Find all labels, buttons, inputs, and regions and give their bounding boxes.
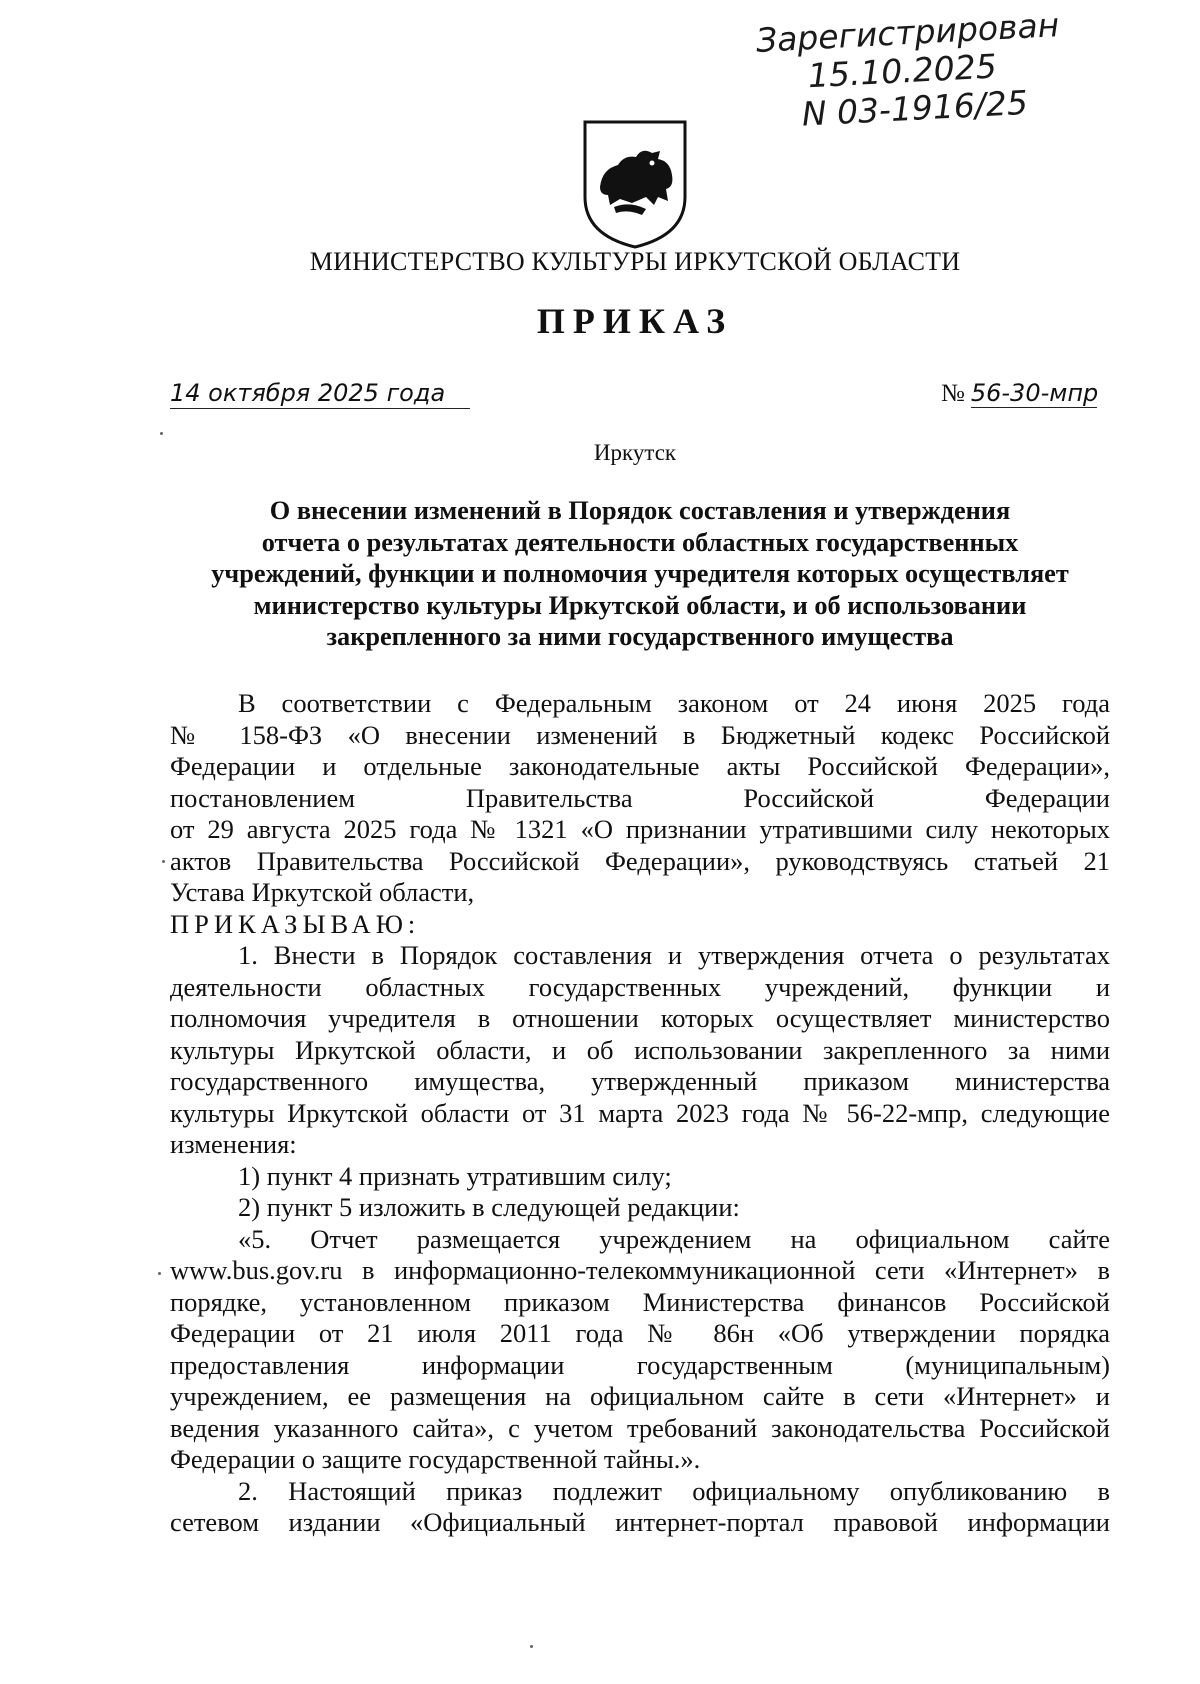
registration-date: 15.10.2025 <box>806 46 998 96</box>
body-line: Федерации от 21 июля 2011 года № 86н «Об утверждении порядка <box>170 1318 1110 1348</box>
heading-line: О внесении изменений в Порядок составления и утверждения <box>269 496 1011 525</box>
order-date: 14 октября 2025 года <box>170 379 470 409</box>
body-line: ведения указанного сайта», с учетом требований законодательства Российской <box>170 1412 1110 1443</box>
order-heading <box>170 495 1110 653</box>
item-2 <box>170 1476 1110 1539</box>
order-number-block <box>941 379 1111 408</box>
body-line: учреждением, ее размещения на официальном сайте в сети «Интернет» и <box>170 1381 1110 1411</box>
body-line: предоставления информации государственным (муниципальным) <box>170 1349 1110 1380</box>
body-line: от 29 августа 2025 года № 1321 «О признании утратившими силу некоторых <box>170 814 1110 844</box>
body-line: культуры Иркутской области от 31 марта 2023 года № 56-22-мпр, следующие <box>170 1097 1110 1128</box>
irkutsk-coat-of-arms-icon <box>580 117 690 252</box>
body-line: полномочия учредителя в отношении которых осуществляет министерство <box>170 1003 1110 1033</box>
body-line: В соответствии с Федеральным законом от 24 июня 2025 года <box>238 688 1110 718</box>
order-body <box>170 688 1110 1539</box>
body-line: Федерации и отдельные законодательные акты Российской Федерации», <box>170 751 1110 781</box>
body-line: деятельности областных государственных учреждений, функции и <box>170 971 1110 1002</box>
body-line: постановлением Правительства Российской Федерации <box>170 782 1110 813</box>
body-line: порядке, установленном приказом Министерства финансов Российской <box>170 1286 1110 1317</box>
scan-speck <box>158 1272 161 1275</box>
number-label: № <box>941 380 965 407</box>
heading-line: учреждений, функции и полномочия учредителя которых осуществляет <box>211 559 1069 588</box>
body-line: «5. Отчет размещается учреждением на официальном сайте <box>238 1223 1110 1254</box>
preamble <box>170 688 1110 909</box>
subitem-2: 2) пункт 5 изложить в следующей редакции: <box>238 1192 740 1222</box>
body-line: www.bus.gov.ru в информационно-телекоммуникационной сети «Интернет» в <box>170 1255 1110 1285</box>
body-line: сетевом издании «Официальный интернет-портал правовой информации <box>170 1507 1110 1537</box>
quoted-clause <box>170 1224 1110 1476</box>
scan-speck <box>530 1645 533 1648</box>
body-line: культуры Иркутской области, и об использовании закрепленного за ними <box>170 1034 1110 1065</box>
registration-number: N 03-1916/25 <box>800 82 1029 134</box>
city: Иркутск <box>593 440 677 465</box>
order-word: ПРИКАЗЫВАЮ: <box>170 908 421 939</box>
item-1 <box>170 940 1110 1161</box>
heading-line: министерство культуры Иркутской области, и об использовании <box>253 590 1027 620</box>
registration-label: Зарегистрирован <box>754 5 1061 60</box>
registration-note <box>755 5 1091 136</box>
subitem-1: 1) пункт 4 признать утратившим силу; <box>238 1160 672 1191</box>
body-line: государственного имущества, утвержденный приказом министерства <box>170 1066 1110 1096</box>
heading-line: закрепленного за ними государственного имущества <box>326 622 954 651</box>
body-line: 1. Внести в Порядок составления и утверждения отчета о результатах <box>238 940 1110 970</box>
document-type: ПРИКАЗ <box>536 301 734 341</box>
body-line: актов Правительства Российской Федерации», руководствуясь статьей 21 <box>170 845 1110 876</box>
body-line: № 158-ФЗ «О внесении изменений в Бюджетный кодекс Российской <box>170 719 1110 750</box>
body-line: изменения: <box>170 1129 297 1159</box>
body-line: Федерации о защите государственной тайны.». <box>170 1444 701 1474</box>
scan-speck <box>162 860 165 863</box>
body-line: 2. Настоящий приказ подлежит официальному опубликованию в <box>238 1475 1110 1506</box>
heading-line: отчета о результатах деятельности областных государственных <box>261 527 1019 557</box>
order-number: 56-30-мпр <box>970 379 1099 407</box>
scan-speck <box>160 432 163 435</box>
body-line: Устава Иркутской области, <box>170 877 475 907</box>
ministry-name: МИНИСТЕРСТВО КУЛЬТУРЫ ИРКУТСКОЙ ОБЛАСТИ <box>309 247 961 276</box>
